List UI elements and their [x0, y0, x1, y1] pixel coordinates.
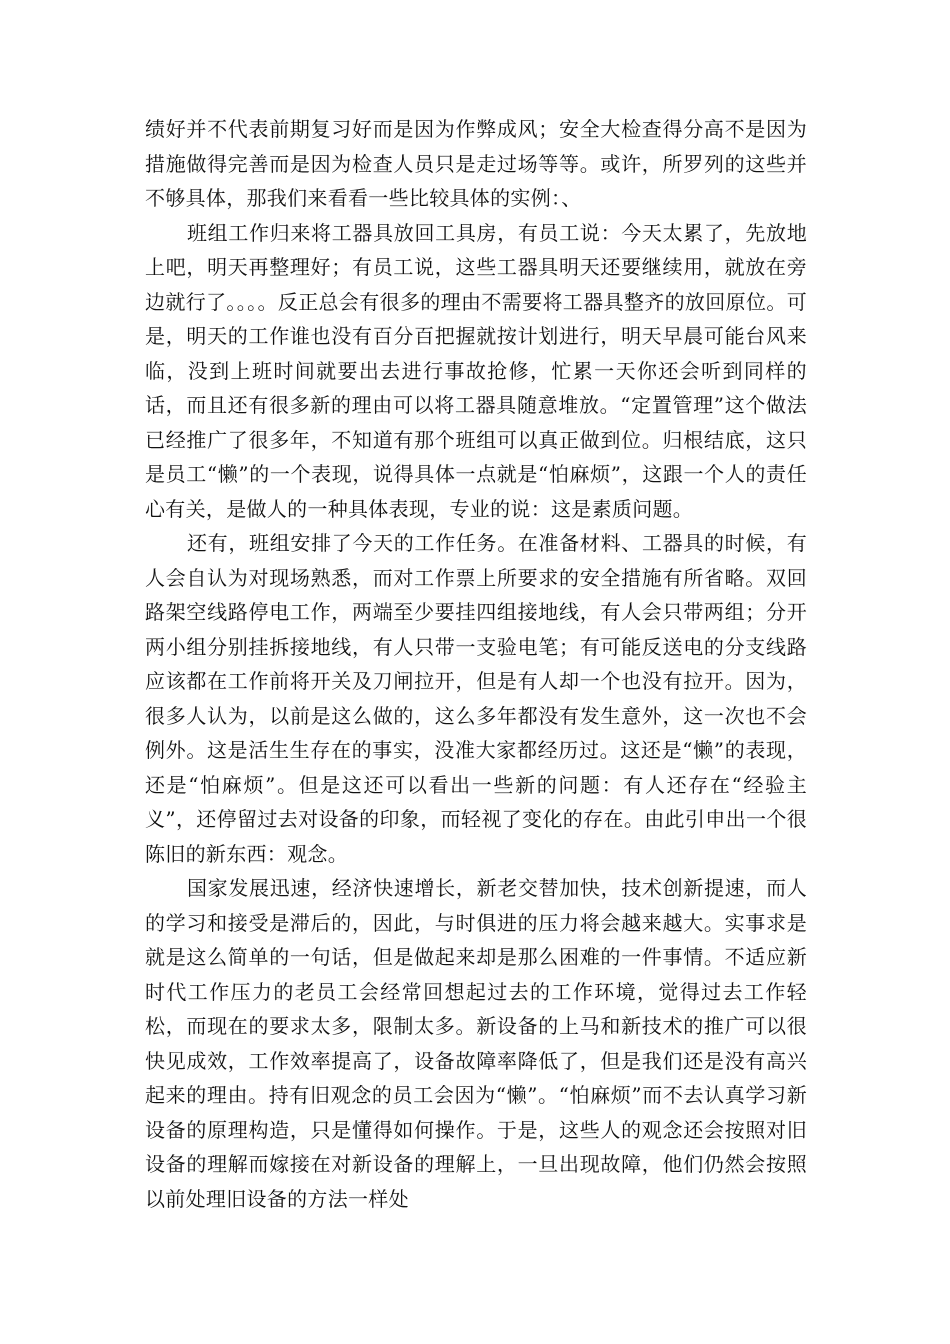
paragraph-4: 国家发展迅速，经济快速增长，新老交替加快，技术创新提速，而人的学习和接受是滞后的，因此，与时俱进的压力将会越来越大。实事求是就是这么简单的一句话，但是做起来却是那么困难的一件事情。不适应新时代工作压力的老员工会经常回想起过去的工作环境，觉得过去工作轻松，而现在的要求太多，限制太多。新设备的上马和新技术的推广可以很快见成效，工作效率提高了，设备故障率降低了，但是我们还是没有高兴起来的理由。持有旧观念的员工会因为“懒”。“怕麻烦”而不去认真学习新设备的原理构造，只是懂得如何操作。于是，这些人的观念还会按照对旧设备的理解而嫁接在对新设备的理解上，一旦出现故障，他们仍然会按照以前处理旧设备的方法一样处 [145, 876, 807, 1211]
paragraph-1: 绩好并不代表前期复习好而是因为作弊成风；安全大检查得分高不是因为措施做得完善而是因为检查人员只是走过场等等。或许，所罗列的这些并不够具体，那我们来看看一些比较具体的实例：、 [145, 117, 807, 210]
paragraph-2: 班组工作归来将工器具放回工具房，有员工说：今天太累了，先放地上吧，明天再整理好；有员工说，这些工器具明天还要继续用，就放在旁边就行了。。。。反正总会有很多的理由不需要将工器具整齐的放回原位。可是，明天的工作谁也没有百分百把握就按计划进行，明天早晨可能台风来临，没到上班时间就要出去进行事故抢修，忙累一天你还会听到同样的话，而且还有很多新的理由可以将工器具随意堆放。“定置管理”这个做法已经推广了很多年，不知道有那个班组可以真正做到位。归根结底，这只是员工“懒”的一个表现，说得具体一点就是“怕麻烦”，这跟一个人的责任心有关，是做人的一种具体表现，专业的说：这是素质问题。 [145, 220, 807, 521]
paragraph-3: 还有，班组安排了今天的工作任务。在准备材料、工器具的时候，有人会自认为对现场熟悉，而对工作票上所要求的安全措施有所省略。双回路架空线路停电工作，两端至少要挂四组接地线，有人会只带两组；分开两小组分别挂拆接地线，有人只带一支验电笔；有可能反送电的分支线路应该都在工作前将开关及刀闸拉开，但是有人却一个也没有拉开。因为，很多人认为，以前是这么做的，这么多年都没有发生意外，这一次也不会例外。这是活生生存在的事实，没准大家都经历过。这还是“懒”的表现，还是“怕麻烦”。但是这还可以看出一些新的问题：有人还存在“经验主义”，还停留过去对设备的印象，而轻视了变化的存在。由此引申出一个很陈旧的新东西：观念。 [145, 531, 807, 866]
document-page [145, 112, 807, 1216]
